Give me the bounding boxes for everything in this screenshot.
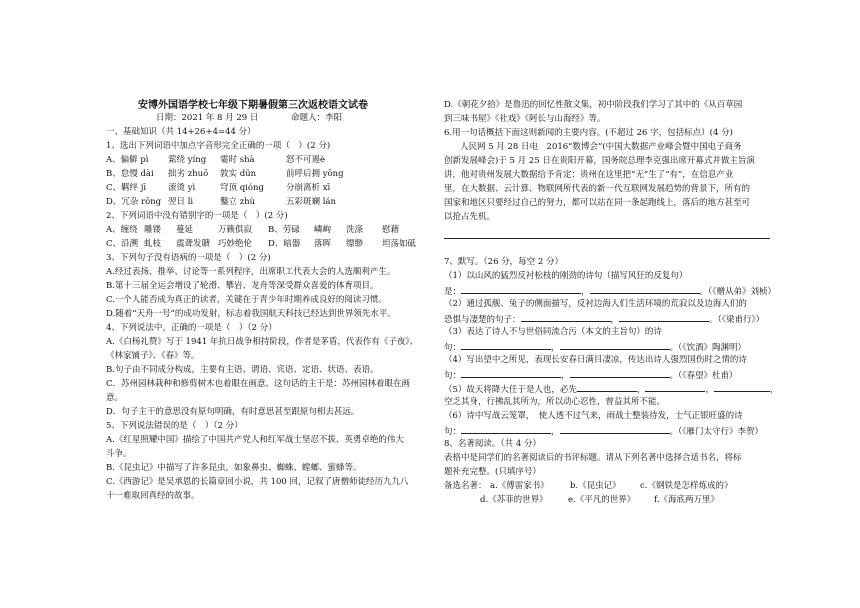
- option-text: 慰藉: [382, 225, 400, 235]
- option-text: 穹顶 qióng: [220, 183, 264, 193]
- option-text: A.《白杨礼赞》写于 1941 年抗日战争相持阶段，作者是茅盾，代表作有《子夜》、: [106, 337, 419, 347]
- option-text: 斗争。: [106, 449, 132, 459]
- book-option: f.《海底两万里》: [654, 495, 720, 505]
- option-text: 萦绕 yíng: [168, 155, 207, 165]
- news-text: 国家和地区只要经过自己的努力，都可以站在同一条起跑线上，落后的地方甚至可: [444, 198, 751, 208]
- option-text: 巧妙绝伦: [218, 239, 253, 249]
- book-option: e.《平凡的世界》: [568, 495, 636, 505]
- book-option: d.《苏菲的世界》: [480, 495, 548, 505]
- option-text: C.《西游记》是吴承恩的长篇章回小说，共 100 回，记叙了唐僧师徒经历九九八: [106, 477, 409, 487]
- dictation-item: 空乏其身，行拂乱其所为，所以动心忍性，曾益其所不能。: [444, 397, 666, 407]
- option-text: A、缠绕: [106, 225, 138, 235]
- option-text: B.《昆虫记》中描写了许多昆虫，如象鼻虫、蜘蛛、螳螂、蜜蜂等。: [106, 463, 362, 473]
- option-text: A、偏僻 pì: [106, 155, 149, 165]
- books-label: 备选名著：: [444, 481, 487, 491]
- option-text: 十一难取回真经的故事。: [106, 491, 200, 501]
- news-text: 讲，他对贵州发展大数据给予肯定：贵州在这里把“无”生了“有”，在信息产业: [444, 170, 734, 180]
- option-text: 万籁俱寂: [218, 225, 253, 235]
- question-5: 5、下列说法错误的是（ ）（2 分）: [106, 421, 243, 431]
- option-text: 滚烫 yì: [168, 183, 196, 193]
- news-text: 以抢占先机。: [444, 212, 496, 222]
- option-text: C．苏州园林栽种和修剪树木也着眼在画意。这句话的主干是：苏州园林着眼在画: [106, 379, 411, 389]
- dictation-item: （6）诗中写战云笼罩， 使人透不过气来，雨战士整装待发，士气正银旺盛的诗: [444, 411, 743, 421]
- option-text: 洗涤: [346, 225, 364, 235]
- dictation-item: 句： ， 。（《春望》杜甫）: [444, 371, 738, 381]
- dictation-item: （4）写出望中之所见，表现长安春日满目凄凉，传达出诗人强烈国伤时之情的诗: [444, 355, 747, 365]
- question-6: 6.用一句话概括下面这则新闻的主要内容。(不超过 26 字，包括标点）(4 分): [444, 128, 733, 138]
- option-text: 缥缈: [346, 239, 364, 249]
- news-text: 创新发展峰会)于 5 月 25 日在贵阳开幕，国务院总理李克强出席开幕式并做主旨演: [444, 156, 755, 166]
- answer-line: [444, 230, 770, 243]
- instruction-text: 题补充完整。(只填序号）: [444, 467, 541, 477]
- option-text: 鑿立 zhù: [220, 197, 256, 207]
- option-text: 翌日 lì: [168, 197, 194, 207]
- instruction-text: 表格中是同学们的名著阅读后的书评标题。请从下列名著中选择合适书名，将标: [444, 453, 742, 463]
- book-option: c.《钢铁是怎样炼成的》: [640, 481, 733, 491]
- option-text: 震聋发聩: [176, 239, 211, 249]
- question-1: 1、选出下列词语中加点字音形完全正确的一项（ ）(2 分): [106, 141, 331, 151]
- option-text: D.《朝花夕拾》是鲁迅的回忆性散文集，初中阶段我们学习了其中的《从百草园: [444, 100, 743, 110]
- news-text: 人民网 5 月 28 日电 2016“数博会”(中国大数据产业峰会暨中国电子商务: [460, 142, 742, 152]
- exam-title: 安博外国语学校七年级下期暑假第三次返校语文试卷: [138, 100, 368, 111]
- option-text: 《林家铺子》、《春》等。: [106, 351, 200, 361]
- option-text: A.经过表扬、推举、讨论等一系列程序，出席职工代表大会的人选顺利产生。: [106, 267, 396, 277]
- option-text: D．句子主干的意思没有原句明确，有时意思甚至跟原句相去甚远。: [106, 407, 360, 417]
- option-text: 敦实 dūn: [220, 169, 257, 179]
- option-text: 到三味书屋》《社戏》《阿长与山海经》等。: [444, 114, 606, 124]
- book-option: a.《傅雷家书》: [490, 481, 549, 491]
- dictation-item: 句： ， 。（《饮酒》陶渊明）: [444, 343, 747, 353]
- option-text: 雕镂: [144, 225, 162, 235]
- option-text: B、怠慢 dài: [106, 169, 154, 179]
- option-text: D、暗器: [268, 239, 301, 249]
- option-text: 分崩离析 xī: [286, 183, 331, 193]
- option-text: C、沿溯: [106, 239, 139, 249]
- option-text: 怒不可遏è: [286, 155, 326, 165]
- question-2: 2、下列词语中没有错别字的一项是（ ）(2 分): [106, 211, 288, 221]
- section-heading: 一、基础知识（共 14+26+4=44 分）: [106, 127, 256, 137]
- option-text: 虬枝: [144, 239, 162, 249]
- option-text: B.第十三届全运会增设了轮滑、攀岩、龙舟等深受群众喜爱的体育项目。: [106, 281, 379, 291]
- option-text: 霎时 shà: [220, 155, 255, 165]
- option-text: 坦荡如砥: [382, 239, 417, 249]
- dictation-item: （3）表达了诗人不与世俗同流合污（本文的主旨句）的诗: [444, 327, 662, 337]
- dictation-item: （5）故天将降大任于是人也，必先 ， ， ，: [444, 385, 779, 395]
- option-text: C.一个人能否成为真正的读者，关键在于青少年时期养成良好的阅读习惯。: [106, 295, 387, 305]
- option-text: 五彩斑斓 lán: [286, 197, 336, 207]
- option-text: 嶙峋: [314, 225, 332, 235]
- question-3: 3、下列句子没有语病的一项是（ ）(2 分): [106, 253, 271, 263]
- book-option: b.《昆虫记》: [570, 481, 621, 491]
- option-text: 蔓延: [176, 225, 194, 235]
- question-4: 4、下列说法中，正确的一项是（ ）（2 分）: [106, 323, 277, 333]
- option-text: 意。: [106, 393, 124, 403]
- dictation-item: 是： ， 。（《赠从弟》刘桢）: [444, 287, 777, 297]
- exam-date: 日期：2021 年 8 月 29 日: [156, 113, 259, 123]
- option-text: 落晖: [314, 239, 332, 249]
- option-text: D、冗杂 rōng: [106, 197, 162, 207]
- option-text: C、羁绊 jī: [106, 183, 147, 193]
- question-7: 7、默写。（26 分，每空 2 分）: [444, 257, 563, 267]
- option-text: B、劳碌: [268, 225, 300, 235]
- news-text: 里，在大数据、云计算、物联网所代表的新一代互联网发展趋势的背景下，所有的: [444, 184, 751, 194]
- dictation-item: 句： ， 。（《雁门太守行》李贺）: [444, 427, 764, 437]
- option-text: 前呼后拥 yōng: [286, 169, 344, 179]
- option-text: A.《红星照耀中国》描绘了中国共产党人和红军战士坚忍不拔、英勇卓绝的伟大: [106, 435, 404, 445]
- dictation-item: 恐惧与凄楚的句子： ， 。（《梁甫行》）: [444, 315, 765, 325]
- exam-author: 命题人：李阳: [291, 113, 343, 123]
- dictation-item: （1）以山风的猛烈反衬松枝的刚劲的诗句（描写风狂的反复句）: [444, 271, 688, 281]
- dictation-item: （2）通过孤舰、兔子的侧面描写，反衬边海人们生活环境的荒寂以及边海人们的: [444, 299, 747, 309]
- option-text: D.随着“天舟一号”的成功发射，标志着我国航天科技已经达到世界领先水平。: [106, 309, 396, 319]
- question-8: 8、名著阅读。（共 4 分）: [444, 439, 541, 449]
- option-text: B.句子由不同成分构成，主要有主语、谓语、宾语、定语、状语、表语。: [106, 365, 379, 375]
- option-text: 拙劣 zhuō: [168, 169, 209, 179]
